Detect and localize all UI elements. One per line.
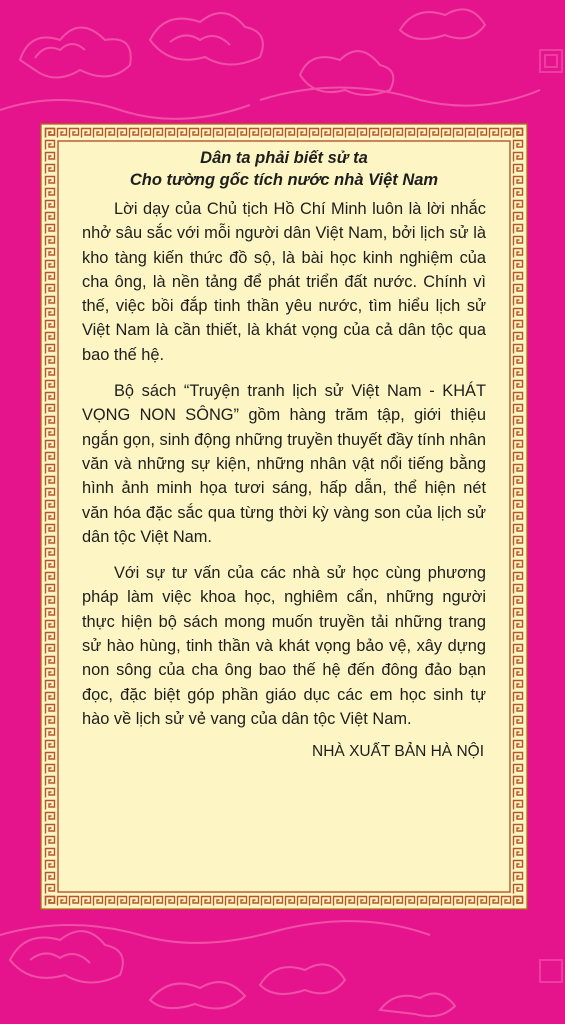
motto-line-1: Dân ta phải biết sử ta [200,149,368,167]
preface-content [82,147,486,763]
paragraph-1: Lời dạy của Chủ tịch Hồ Chí Minh luôn là lời nhắc nhở sâu sắc với mỗi người dân Việt Nam, bởi lịch sử là kho tàng kiến thức đồ sộ, là bài học kinh nghiệm của cha ông, là nền tảng để phát triển đất nước. Chính vì thế, việc bồi đắp tinh thần yêu nước, tìm hiểu lịch sử Việt Nam là cần thiết, là khát vọng của cả dân tộc qua bao thế hệ. [82,200,486,364]
text-panel [40,123,528,910]
paragraph-3: Với sự tư vấn của các nhà sử học cùng phương pháp làm việc khoa học, nghiêm cẩn, những người thực hiện bộ sách mong muốn truyền tải những trang sử hào hùng, tinh thần và khát vọng bảo vệ, xây dựng non sông của cha ông bao thế hệ đến đông đảo bạn đọc, đặc biệt góp phần giáo dục các em học sinh tự hào về lịch sử vẻ vang của dân tộc Việt Nam. [82,564,486,728]
paragraph-2: Bộ sách “Truyện tranh lịch sử Việt Nam - KHÁT VỌNG NON SÔNG” gồm hàng trăm tập, giới thiệu ngắn gọn, sinh động những truyền thuyết đầy tính nhân văn và những sự kiện, những nhân vật nổi tiếng bằng hình ảnh minh họa tươi sáng, hấp dẫn, thể hiện nét văn hóa đặc sắc qua từng thời kỳ vàng son của lịch sử dân tộc Việt Nam. [82,382,486,546]
publisher-signature: NHÀ XUẤT BẢN HÀ NỘI [312,743,484,761]
motto-line-2: Cho tường gốc tích nước nhà Việt Nam [129,171,439,189]
